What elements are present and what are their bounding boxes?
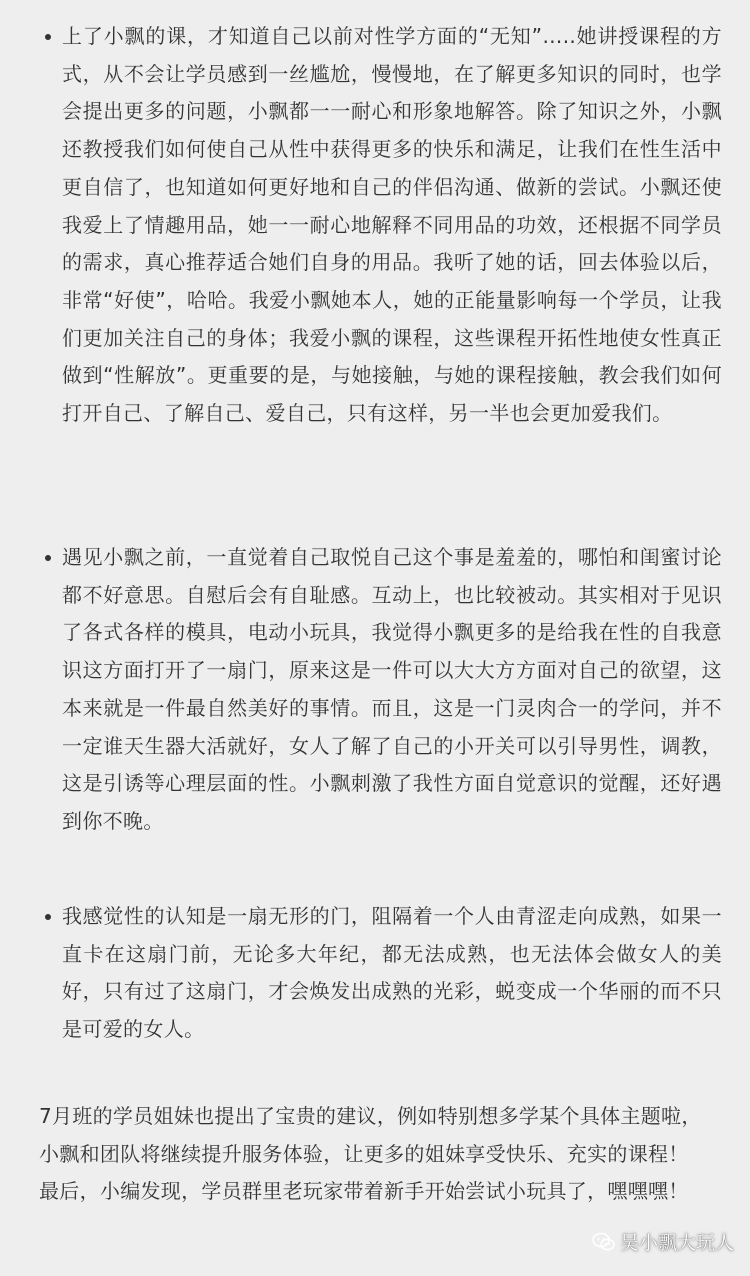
account-watermark <box>592 1228 734 1255</box>
closing-line: 7月班的学员姐妹也提出了宝贵的建议，例如特别想多学某个具体主题啦， <box>39 1104 702 1128</box>
bullet-dot <box>45 34 51 40</box>
closing-line: 小飘和团队将继续提升服务体验，让更多的姐妹享受快乐、充实的课程！ <box>39 1141 689 1166</box>
wechat-icon <box>592 1232 616 1252</box>
testimonial-paragraph-2: 遇见小飘之前，一直觉着自己取悦自己这个事是羞羞的，哪怕和闺蜜讨论都不好意思。自慰后会有自耻感。互动上，也比较被动。其实相对于见识了各式各样的模具，电动小玩具，我觉得小飘更多的是给我在性的自我意识这方面打开了一扇门，原来这是一件可以大大方方面对自己的欲望，这本来就是一件最自然美好的事情。而且，这是一门灵肉合一的学问，并不一定谁天生器大活就好，女人了解了自己的小开关可以引导男性，调教，这是引诱等心理层面的性。小飘刺激了我性方面自觉意识的觉醒，还好遇到你不晚。 <box>62 545 722 833</box>
closing-paragraph <box>39 1098 729 1211</box>
account-name: 吴小飘大玩人 <box>620 1232 735 1254</box>
testimonial-paragraph-3: 我感觉性的认知是一扇无形的门，阻隔着一个人由青涩走向成熟，如果一直卡在这扇门前，无论多大年纪，都无法成熟，也无法体会做女人的美好，只有过了这扇门，才会焕发出成熟的光彩，蜕变成一个华丽的而不只是可爱的女人。 <box>62 904 722 1042</box>
bullet-dot <box>45 914 51 920</box>
bullet-dot <box>45 555 51 561</box>
testimonial-paragraph-1: 上了小飘的课，才知道自己以前对性学方面的“无知”…..她讲授课程的方式，从不会让学员感到一丝尴尬，慢慢地，在了解更多知识的同时，也学会提出更多的问题，小飘都一一耐心和形象地解答。除了知识之外，小飘还教授我们如何使自己从性中获得更多的快乐和满足，让我们在性生活中更自信了，也知道如何更好地和自己的伴侣沟通、做新的尝试。小飘还使我爱上了情趣用品，她一一耐心地解释不同用品的功效，还根据不同学员的需求，真心推荐适合她们自身的用品。我听了她的话，回去体验以后，非常“好使”，哈哈。我爱小飘她本人，她的正能量影响每一个学员，让我们更加关注自己的身体；我爱小飘的课程，这些课程开拓性地使女性真正做到“性解放”。更重要的是，与她接触，与她的课程接触，教会我们如何打开自己、了解自己、爱自己，只有这样，另一半也会更加爱我们。 <box>62 24 722 426</box>
closing-line: 最后，小编发现，学员群里老玩家带着新手开始尝试小玩具了，嘿嘿嘿！ <box>39 1179 689 1203</box>
